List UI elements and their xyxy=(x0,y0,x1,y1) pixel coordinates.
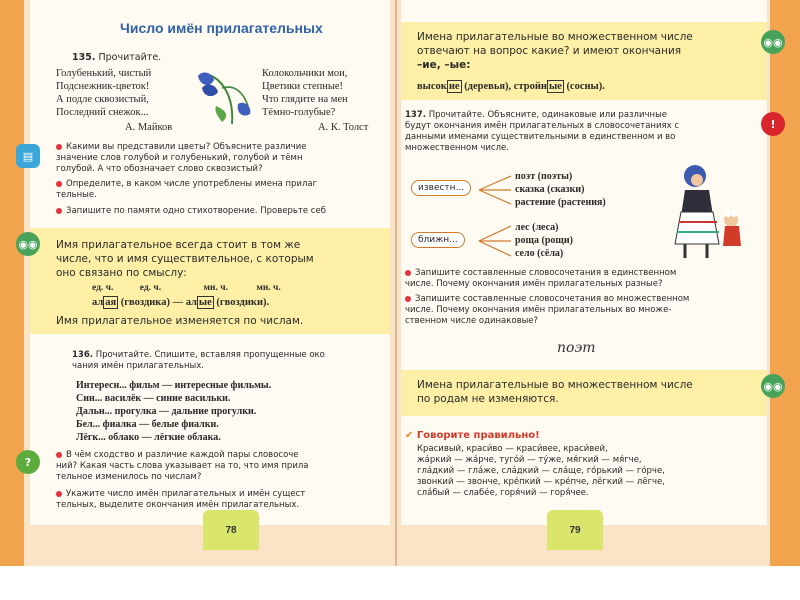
task-line: тельных, выделите окончания имён прилагательных. xyxy=(56,500,300,510)
word-pair: лес (леса) xyxy=(515,222,559,233)
example-middle: (гвоздика) — ал xyxy=(120,297,197,308)
page-title: Число имён прилагательных xyxy=(120,20,323,36)
speak-line: жа́ркий — жа́рче, туго́й — ту́же, мя́гкий — мя́гче, xyxy=(417,455,642,465)
poem-2-line: Что глядите на мен xyxy=(262,94,348,105)
girl-with-child-illustration xyxy=(655,162,755,262)
exercise-137-instruction: множественном числе. xyxy=(405,143,509,153)
poem-2-line: Колокольчики мои, xyxy=(262,68,348,79)
task-line: Запишите составленные словосочетания во множественном xyxy=(415,294,690,304)
exercise-line: Интересн... фильм — интересные фильмы. xyxy=(76,380,272,391)
bullet-icon xyxy=(56,144,62,150)
task-line: Запишите по памяти одно стихотворение. Проверьте себ xyxy=(66,206,326,216)
speak-line: Красивый, краси́во — краси́вее, краси́вей, xyxy=(417,444,608,454)
exercise-135-task-2 xyxy=(56,179,317,201)
poem-1-line: А подле сквозистый, xyxy=(56,94,149,105)
rule-2-line: –ие, –ые: xyxy=(417,59,471,71)
speak-line: гла́дкий — гла́же, сла́дкий — сла́ще, го́рький — го́рче, xyxy=(417,466,665,476)
task-line: ний? Какая часть слова указывает на то, что имя прила xyxy=(56,461,309,471)
task-line: Какими вы представили цветы? Объясните различие xyxy=(66,142,307,152)
rule-3-line: Имена прилагательные во множественном числе xyxy=(417,379,693,391)
rule-2-line: Имена прилагательные во множественном числе xyxy=(417,31,693,43)
example-tail: (сосны). xyxy=(566,81,605,92)
exercise-line: Син... василёк — синие васильки. xyxy=(76,393,231,404)
group-1-connector xyxy=(477,172,513,208)
word-group-2-label: ближн... xyxy=(411,232,465,248)
exercise-line: Лёгк... облако — лёгкие облака. xyxy=(76,432,221,443)
word-pair: поэт (поэты) xyxy=(515,171,573,182)
exercise-137-number: 137. xyxy=(405,110,426,120)
speak-line: звонкий — звонче, кре́пкий — кре́пче, лёгкий — лёгче, xyxy=(417,477,665,487)
poem-1-line: Голубенький, чистый xyxy=(56,68,152,79)
number-header: ед. ч. xyxy=(92,283,114,293)
number-headers xyxy=(92,282,281,295)
right-page xyxy=(397,0,800,566)
task-line: тельное изменилось по числам? xyxy=(56,472,202,482)
group-2-connector xyxy=(477,222,513,260)
task-line: Запишите составленные словосочетания в единственном xyxy=(415,268,677,278)
exercise-136-task-2 xyxy=(56,489,305,511)
rule-2-text xyxy=(417,30,693,72)
poem-1 xyxy=(56,67,151,119)
bullet-icon xyxy=(56,208,62,214)
rule-3-line: по родам не изменяются. xyxy=(417,393,559,405)
exercise-136-instruction: Прочитайте. Спишите, вставляя пропущенные око xyxy=(95,350,325,360)
speak-line: сла́бый — слабе́е, горя́чий — горя́чее. xyxy=(417,488,589,498)
owl-icon: ◉◉ xyxy=(761,30,785,54)
exercise-135-header xyxy=(72,52,161,64)
exercise-137-instruction: данными именами существительными в единственном и во xyxy=(405,132,676,142)
task-line: В чём сходство и различие каждой пары словосоче xyxy=(66,450,299,460)
question-icon: ? xyxy=(16,450,40,474)
rule-1-example xyxy=(92,296,269,309)
rule-1-text xyxy=(56,238,314,280)
speak-correctly-title: Говорите правильно! xyxy=(416,430,540,441)
exercise-136-number: 136. xyxy=(72,350,93,360)
owl-icon: ◉◉ xyxy=(761,374,785,398)
rule-1-line: числе, что и имя существительное, с которым xyxy=(56,253,314,265)
rule-1-line: оно связано по смыслу: xyxy=(56,267,187,279)
word-group-1 xyxy=(515,170,606,209)
example-stem: ал xyxy=(92,297,104,308)
exercise-137-task-1 xyxy=(405,268,676,290)
example-tail: (гвоздики). xyxy=(216,297,270,308)
example-ending: ые xyxy=(548,81,562,92)
poem-2-author: А. К. Толст xyxy=(318,122,369,133)
exercise-137-instruction: Прочитайте. Объясните, одинаковые или различные xyxy=(428,110,668,120)
rule-2-example xyxy=(417,80,605,93)
bullet-icon xyxy=(405,270,411,276)
example-ending: ие xyxy=(448,81,460,92)
exercise-136-instruction: чания имён прилагательных. xyxy=(72,361,204,371)
poem-1-author: А. Майков xyxy=(125,122,173,133)
left-page-margin-stripe xyxy=(0,0,24,566)
poem-2 xyxy=(262,67,348,119)
bullet-icon xyxy=(405,296,411,302)
exercise-137-task-2 xyxy=(405,294,689,327)
exercise-line: Бел... фиалка — белые фиалки. xyxy=(76,419,219,430)
word-pair: сказка (сказки) xyxy=(515,184,585,195)
exercise-135-instruction: Прочитайте. xyxy=(98,52,162,63)
left-page xyxy=(0,0,395,566)
number-header: ед. ч. xyxy=(139,283,162,293)
poem-1-line: Подснежник-цветок! xyxy=(56,81,150,92)
exclamation-icon: ! xyxy=(761,112,785,136)
task-line: числе. Почему окончания имён прилагательных разные? xyxy=(405,279,663,289)
page-number-79: 79 xyxy=(547,510,603,550)
exercise-136-header xyxy=(72,350,325,372)
poem-2-line: Цветики степные! xyxy=(262,81,344,92)
number-header: мн. ч. xyxy=(256,283,281,293)
word-pair: село (сёла) xyxy=(515,248,564,259)
exercise-135-task-3 xyxy=(56,206,326,217)
word-group-2 xyxy=(515,221,573,260)
bullet-icon xyxy=(56,491,62,497)
right-page-margin-stripe xyxy=(770,0,800,566)
exercise-135-task-1 xyxy=(56,142,307,175)
word-group-1-label: известн... xyxy=(411,180,471,196)
speak-correctly-heading xyxy=(405,430,540,442)
checkmark-icon: ✔ xyxy=(405,430,414,441)
exercise-137-header xyxy=(405,110,679,154)
bluebell-flower-illustration xyxy=(192,66,254,126)
handwritten-word: поэт xyxy=(557,340,596,356)
task-line: голубой. А что обозначает слово сквозистый? xyxy=(56,164,263,174)
owl-icon: ◉◉ xyxy=(16,232,40,256)
example-ending: ые xyxy=(198,297,212,308)
word-pair: растение (растения) xyxy=(515,197,606,208)
word-pair: роща (рощи) xyxy=(515,235,573,246)
exercise-137-instruction: будут окончания имён прилагательных в словосочетаниях с xyxy=(405,121,680,131)
poem-1-line: Последний снежок... xyxy=(56,107,149,118)
task-line: значение слов голубой и голубенький, голубой и тёмн xyxy=(56,153,303,163)
task-line: Укажите число имён прилагательных и имён сущест xyxy=(66,489,306,499)
task-line: числе. Почему окончания имён прилагательных во множе- xyxy=(405,305,672,315)
exercise-136-task-1 xyxy=(56,450,309,483)
book-icon: ▤ xyxy=(16,144,40,168)
exercise-136-lines xyxy=(76,379,271,444)
rule-1-conclusion: Имя прилагательное изменяется по числам. xyxy=(56,315,304,327)
example-middle: (деревья), стройн xyxy=(464,81,547,92)
exercise-line: Дальн... прогулка — дальние прогулки. xyxy=(76,406,257,417)
speak-correctly-list xyxy=(417,444,665,499)
bullet-icon xyxy=(56,181,62,187)
poem-2-line: Тёмно-голубые? xyxy=(262,107,336,118)
rule-3-text xyxy=(417,378,693,406)
exercise-135-number: 135. xyxy=(72,52,96,63)
page-number-78: 78 xyxy=(203,510,259,550)
bullet-icon xyxy=(56,452,62,458)
example-ending: ая xyxy=(105,297,117,308)
task-line: ственном числе одинаковые? xyxy=(405,316,539,326)
rule-2-line: отвечают на вопрос какие? и имеют окончания xyxy=(417,45,682,57)
example-stem: высок xyxy=(417,81,447,92)
rule-1-line: Имя прилагательное всегда стоит в том же xyxy=(56,239,301,251)
task-line: тельные. xyxy=(56,190,97,200)
number-header: мн. ч. xyxy=(203,283,228,293)
task-line: Определите, в каком числе употреблены имена прилаг xyxy=(66,179,318,189)
